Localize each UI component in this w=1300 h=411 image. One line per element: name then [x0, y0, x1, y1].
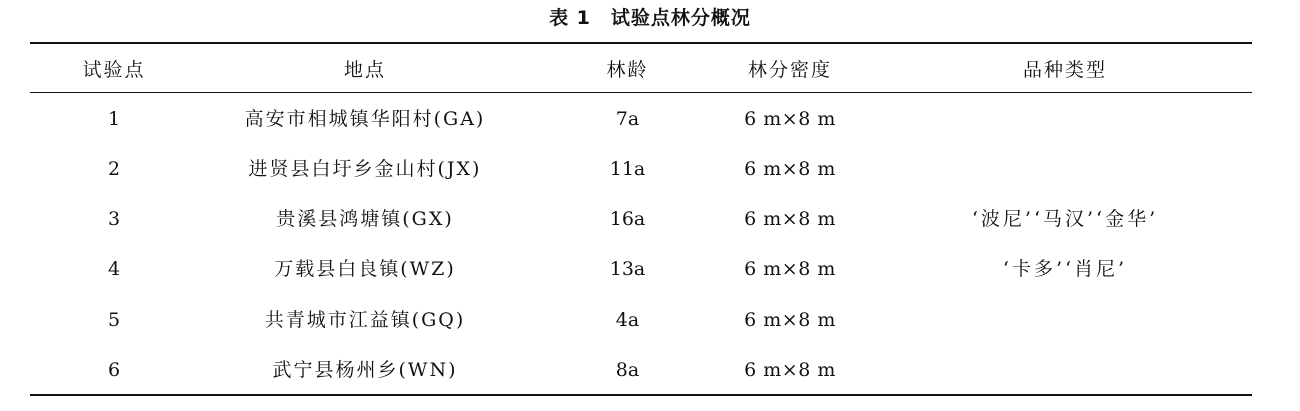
header-location: 地点	[343, 59, 386, 81]
cell-stand-density: 6 m×8 m	[744, 158, 836, 180]
header-test-site: 试验点	[82, 59, 146, 81]
cell-stand-age: 13a	[609, 258, 646, 280]
header-variety-type: 品种类型	[1022, 59, 1107, 81]
cell-site-number: 2	[107, 158, 121, 180]
cell-stand-age: 7a	[615, 108, 640, 130]
cell-stand-age: 4a	[615, 309, 640, 331]
variety-line-1: ‘波尼’‘马汉’‘金华’	[971, 208, 1159, 230]
cell-stand-density: 6 m×8 m	[744, 108, 836, 130]
table-caption-title: 试验点林分概况	[610, 7, 751, 29]
top-rule	[30, 42, 1252, 44]
cell-stand-density: 6 m×8 m	[744, 359, 836, 381]
cell-stand-age: 11a	[609, 158, 646, 180]
cell-stand-density: 6 m×8 m	[744, 258, 836, 280]
cell-site-number: 1	[107, 108, 121, 130]
cell-location: 共青城市江益镇(GQ)	[264, 309, 466, 331]
bottom-rule	[30, 394, 1252, 396]
table-caption	[0, 3, 1300, 30]
cell-location: 贵溪县鸿塘镇(GX)	[276, 208, 454, 230]
cell-stand-age: 16a	[609, 208, 646, 230]
cell-location: 武宁县杨州乡(WN)	[272, 359, 458, 381]
header-stand-age: 林龄	[606, 59, 649, 81]
cell-site-number: 6	[107, 359, 121, 381]
header-stand-density: 林分密度	[747, 59, 832, 81]
header-rule	[30, 92, 1252, 93]
cell-site-number: 3	[107, 208, 121, 230]
variety-line-2: ‘卡多’‘肖尼’	[1002, 258, 1128, 280]
cell-stand-density: 6 m×8 m	[744, 309, 836, 331]
cell-location: 万载县白良镇(WZ)	[274, 258, 456, 280]
cell-site-number: 4	[107, 258, 121, 280]
cell-stand-density: 6 m×8 m	[744, 208, 836, 230]
cell-site-number: 5	[107, 309, 121, 331]
cell-location: 高安市相城镇华阳村(GA)	[244, 108, 486, 130]
table-caption-number: 表 1	[549, 7, 591, 29]
cell-location: 进贤县白圩乡金山村(JX)	[248, 158, 482, 180]
cell-stand-age: 8a	[615, 359, 640, 381]
